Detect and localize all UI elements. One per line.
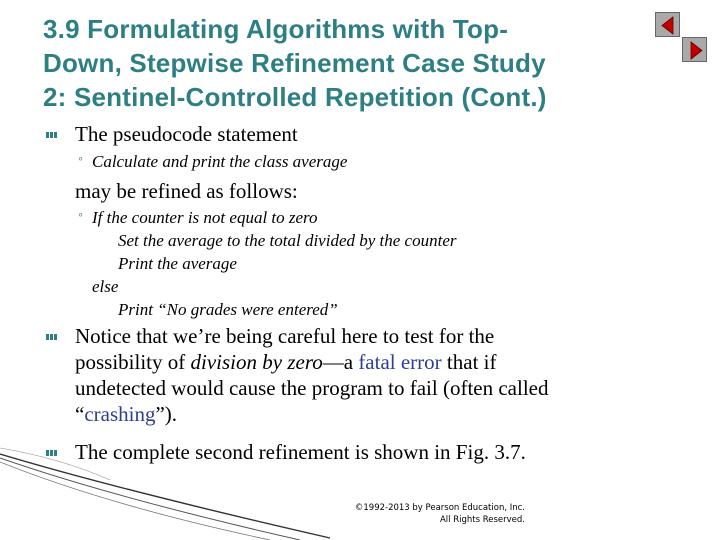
text-run: “	[75, 402, 85, 426]
bullet-1-continuation: may be refined as follows:	[75, 179, 298, 203]
bullet-icon	[46, 130, 58, 140]
bullet-2-line-4	[75, 401, 675, 427]
pseudocode-line-4: else	[92, 277, 119, 296]
bullet-2-line-3: undetected would cause the program to fail (often called	[75, 376, 549, 400]
emphasis-text: division by zero	[190, 350, 323, 374]
sub-bullet-icon: ◦	[78, 208, 83, 223]
pseudocode-line-2: Set the average to the total divided by the counter	[118, 231, 457, 250]
title-line-1: 3.9 Formulating Algorithms with Top-	[43, 14, 509, 44]
text-run: possibility of	[75, 350, 191, 374]
bullet-icon	[46, 332, 58, 342]
pseudocode-line-5: Print “No grades were entered”	[118, 300, 338, 319]
sub-bullet-icon: ◦	[78, 152, 83, 167]
pseudocode-line-1: If the counter is not equal to zero	[92, 208, 318, 227]
bullet-2-line-2	[75, 349, 675, 375]
triangle-right-icon	[683, 38, 708, 63]
text-run: ”).	[155, 402, 178, 426]
bullet-2-line-1: Notice that we’re being careful here to test for the	[75, 324, 495, 348]
slide-title	[43, 12, 663, 114]
bullet-3-text: The complete second refinement is shown in Fig. 3.7.	[75, 440, 526, 464]
sub-bullet-1-text: Calculate and print the class average	[92, 152, 348, 171]
copyright-footer	[320, 502, 525, 526]
next-slide-button[interactable]	[682, 37, 707, 62]
triangle-left-icon	[656, 13, 681, 38]
pseudocode-line-3: Print the average	[118, 254, 237, 273]
decorative-swoosh	[0, 440, 340, 540]
previous-slide-button[interactable]	[655, 12, 680, 37]
copyright-line-2: All Rights Reserved.	[439, 515, 525, 525]
text-run: —a	[322, 350, 359, 374]
keyword-fatal-error: fatal error	[358, 350, 442, 374]
bullet-1-text: The pseudocode statement	[75, 122, 298, 146]
title-line-3: 2: Sentinel-Controlled Repetition (Cont.)	[43, 82, 547, 112]
keyword-crashing: crashing	[84, 402, 156, 426]
bullet-2-text	[75, 323, 675, 427]
copyright-line-1: ©1992-2013 by Pearson Education, Inc.	[354, 503, 525, 513]
title-line-2: Down, Stepwise Refinement Case Study	[43, 48, 546, 78]
text-run: that if	[441, 350, 497, 374]
